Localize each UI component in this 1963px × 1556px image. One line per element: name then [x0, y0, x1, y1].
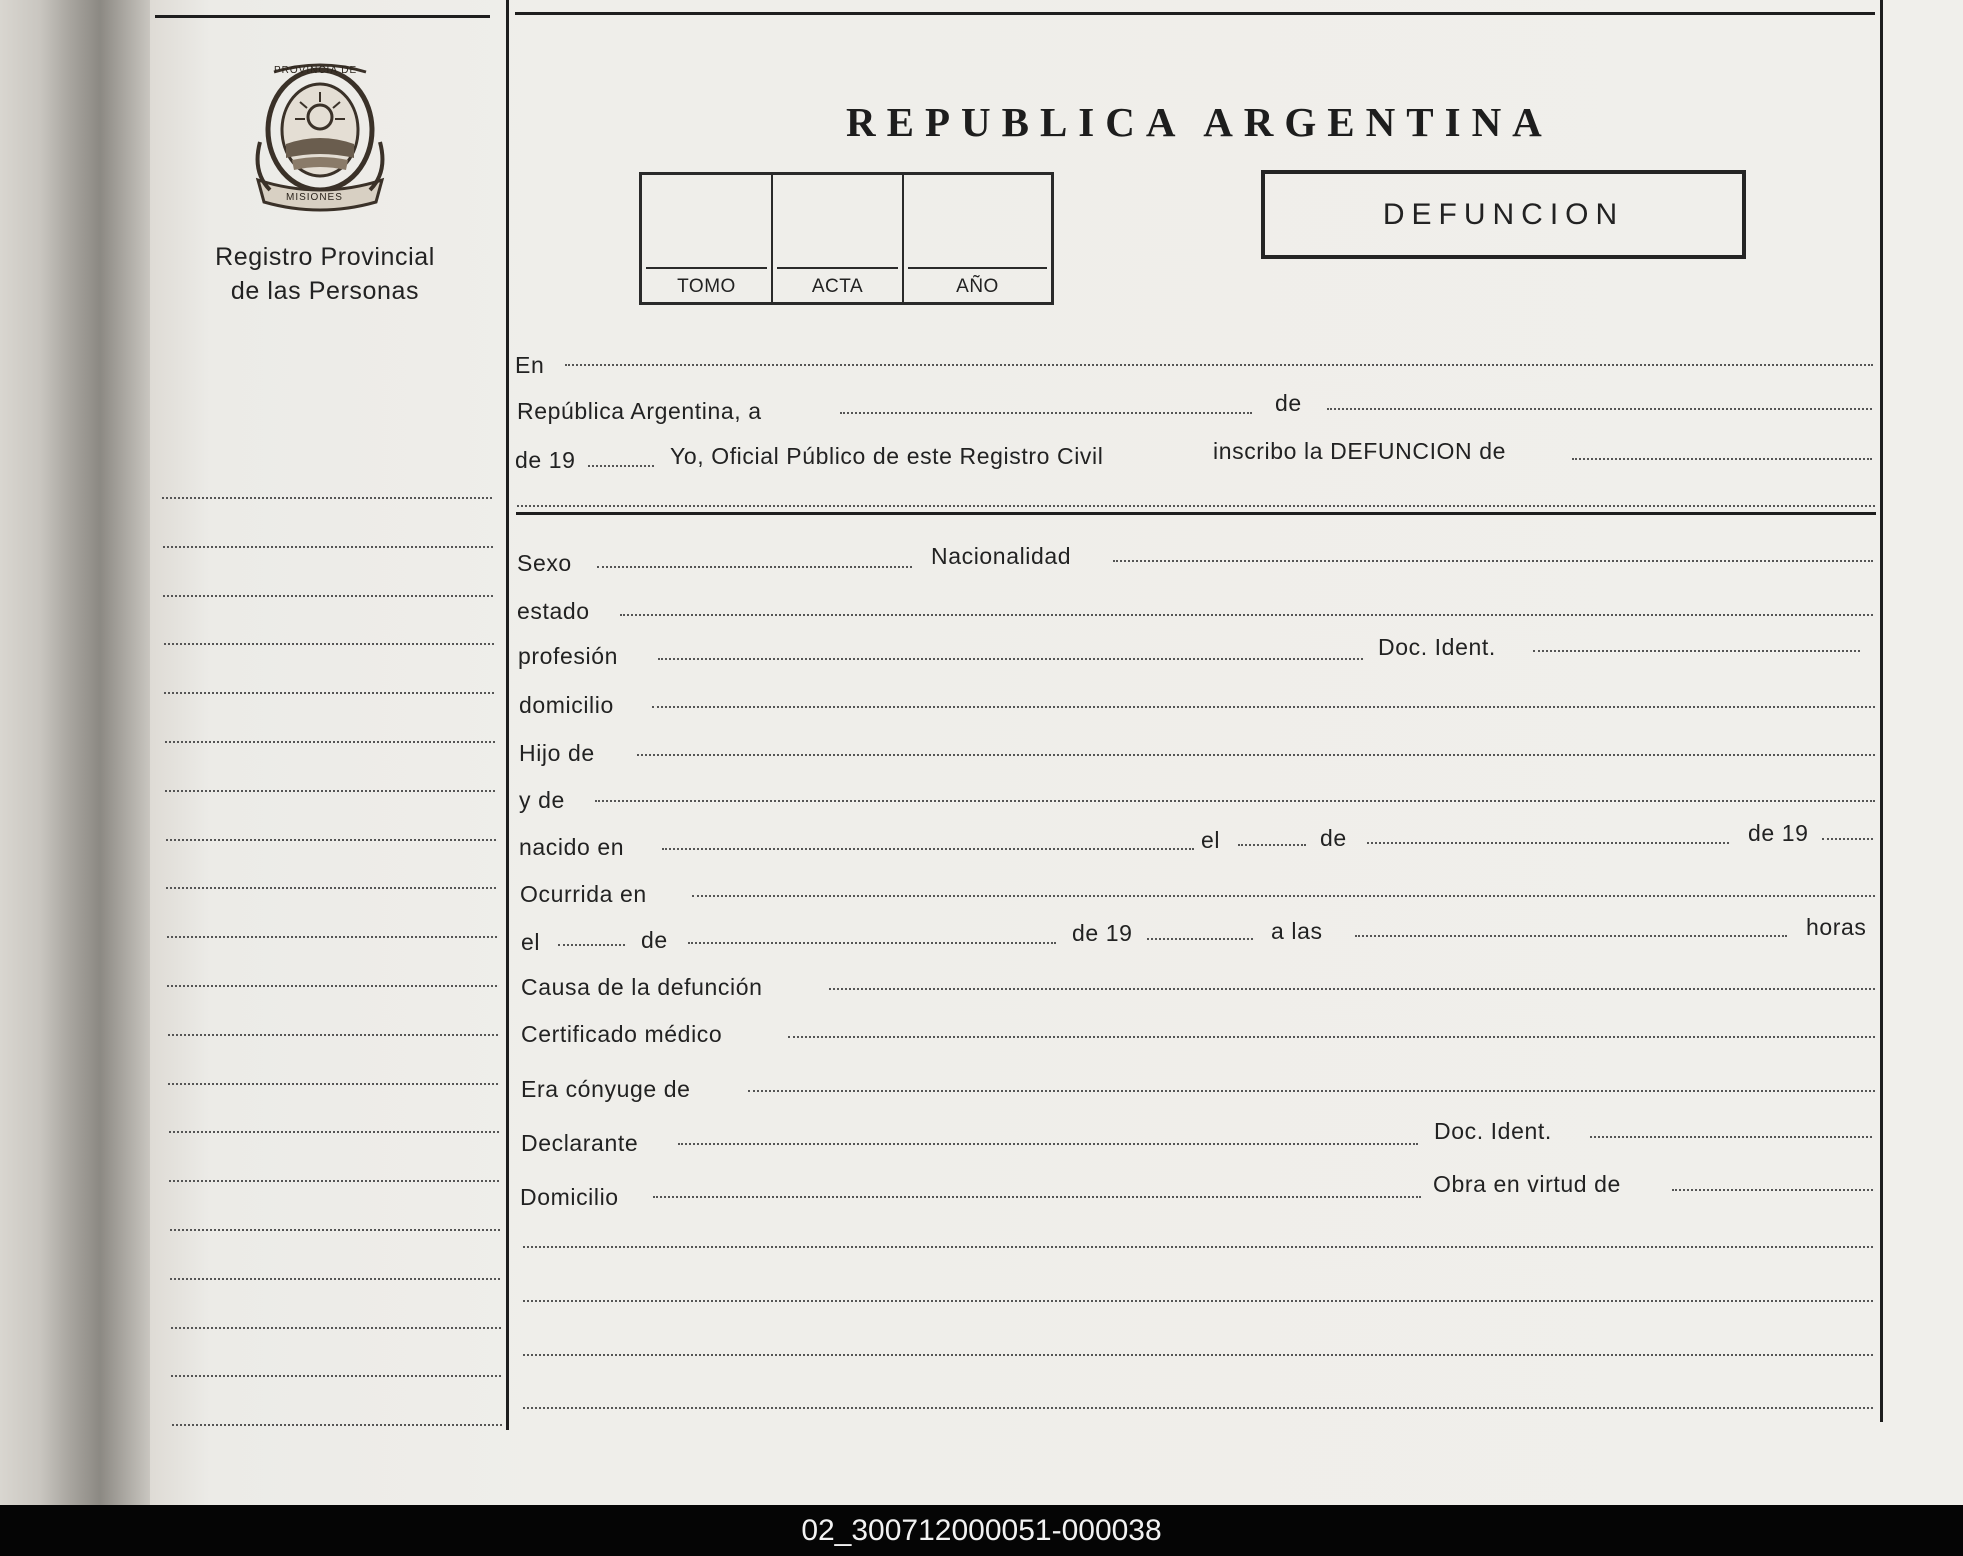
field-conyuge[interactable] [748, 1090, 1875, 1092]
label-de-mes: de [1275, 390, 1302, 416]
label-ocurrida-en: Ocurrida en [520, 881, 647, 907]
top-rule-left [155, 15, 490, 18]
label-de-defuncion: de [641, 927, 668, 953]
tomo-label: TOMO [677, 276, 736, 297]
acta-label: ACTA [811, 276, 864, 297]
margin-blank-line[interactable] [165, 790, 495, 792]
label-estado: estado [517, 598, 590, 624]
field-padre[interactable] [637, 754, 1875, 756]
field-lugar-nacimiento[interactable] [662, 848, 1194, 850]
field-lugar-defuncion[interactable] [692, 895, 1875, 897]
seal-text-bottom: MISIONES [286, 192, 343, 203]
label-domicilio-1: domicilio [519, 692, 614, 718]
field-madre[interactable] [595, 800, 1875, 802]
label-causa: Causa de la defunción [521, 974, 763, 1000]
field-mes-nacimiento[interactable] [1367, 842, 1729, 844]
margin-blank-line[interactable] [171, 1327, 501, 1329]
field-doc-ident-2[interactable] [1590, 1136, 1872, 1138]
field-causa[interactable] [829, 988, 1875, 990]
field-mes[interactable] [1327, 408, 1872, 410]
label-profesion: profesión [518, 643, 619, 669]
field-dia[interactable] [840, 412, 1252, 414]
label-republica: República Argentina, a [517, 398, 762, 424]
tomo-cell [642, 175, 773, 302]
field-sexo[interactable] [597, 566, 912, 568]
margin-blank-line[interactable] [169, 1180, 499, 1182]
margin-blank-line[interactable] [163, 546, 493, 548]
label-horas: horas [1806, 914, 1867, 940]
anio-label: AÑO [956, 276, 999, 297]
margin-blank-line[interactable] [170, 1278, 500, 1280]
margin-blank-line[interactable] [169, 1131, 499, 1133]
record-type-label: DEFUNCION [1382, 198, 1625, 231]
field-doc-ident-1[interactable] [1533, 650, 1860, 652]
registry-line-1: Registro Provincial [215, 243, 435, 271]
field-fallecido[interactable] [1572, 458, 1872, 460]
label-domicilio-2: Domicilio [520, 1184, 619, 1210]
field-certificado[interactable] [788, 1036, 1875, 1038]
label-obra: Obra en virtud de [1433, 1171, 1621, 1197]
margin-blank-line[interactable] [163, 595, 493, 597]
label-en: En [515, 352, 545, 378]
label-inscribo: inscribo la DEFUNCION de [1213, 438, 1507, 464]
field-fallecido-cont[interactable] [517, 505, 1875, 507]
label-certificado: Certificado médico [521, 1021, 723, 1047]
margin-blank-line[interactable] [168, 1034, 498, 1036]
label-el-defuncion: el [521, 929, 541, 955]
section-rule [516, 512, 1876, 515]
field-domicilio-2[interactable] [653, 1196, 1421, 1198]
seal-text-top: PROVINCIA DE [274, 65, 358, 76]
label-a-las: a las [1271, 918, 1323, 944]
margin-blank-line[interactable] [166, 839, 496, 841]
blank-line[interactable] [523, 1354, 1873, 1356]
label-nacionalidad: Nacionalidad [931, 543, 1072, 569]
label-conyuge: Era cónyuge de [521, 1076, 691, 1102]
field-anio-inscripcion[interactable] [588, 465, 654, 467]
label-hijo-de: Hijo de [519, 740, 595, 766]
image-id-caption: 02_300712000051-000038 [801, 1514, 1162, 1547]
label-doc-ident-2: Doc. Ident. [1434, 1118, 1552, 1144]
blank-line[interactable] [523, 1246, 1873, 1248]
field-nacionalidad[interactable] [1113, 560, 1873, 562]
label-de19-nacimiento: de 19 [1748, 820, 1809, 846]
margin-blank-line[interactable] [167, 985, 497, 987]
field-anio-nacimiento[interactable] [1822, 838, 1873, 840]
record-number-table [639, 172, 1054, 305]
registry-name [180, 240, 470, 308]
label-yo-oficial: Yo, Oficial Público de este Registro Civil [670, 443, 1104, 469]
label-declarante: Declarante [521, 1130, 639, 1156]
field-declarante[interactable] [678, 1143, 1418, 1145]
top-rule-right [515, 12, 1875, 15]
field-estado[interactable] [620, 614, 1873, 616]
blank-line[interactable] [523, 1407, 1873, 1409]
field-dia-nacimiento[interactable] [1238, 844, 1306, 846]
margin-blank-line[interactable] [165, 741, 495, 743]
field-hora[interactable] [1355, 935, 1787, 937]
book-gutter [0, 0, 175, 1505]
label-doc-ident-1: Doc. Ident. [1378, 634, 1496, 660]
field-en[interactable] [565, 364, 1873, 366]
field-domicilio-1[interactable] [652, 706, 1875, 708]
acta-cell [773, 175, 904, 302]
anio-cell [904, 175, 1051, 302]
margin-blank-line[interactable] [162, 497, 492, 499]
margin-blank-line[interactable] [171, 1375, 501, 1377]
margin-blank-line[interactable] [170, 1229, 500, 1231]
field-obra[interactable] [1672, 1189, 1873, 1191]
field-profesion[interactable] [658, 658, 1363, 660]
label-nacido-en: nacido en [519, 834, 625, 860]
label-sexo: Sexo [517, 550, 572, 576]
vertical-rule-left [506, 0, 509, 1430]
margin-blank-line[interactable] [166, 887, 496, 889]
label-de19-defuncion: de 19 [1072, 920, 1133, 946]
registry-line-2: de las Personas [230, 277, 420, 305]
blank-line[interactable] [523, 1300, 1873, 1302]
vertical-rule-right [1880, 0, 1883, 1422]
label-de19-inscripcion: de 19 [515, 447, 576, 473]
margin-blank-line[interactable] [167, 936, 497, 938]
margin-blank-line[interactable] [164, 643, 494, 645]
label-y-de: y de [519, 787, 565, 813]
field-dia-defuncion[interactable] [558, 944, 625, 946]
field-mes-defuncion[interactable] [688, 942, 1056, 944]
margin-blank-line[interactable] [164, 692, 494, 694]
page-title: REPUBLICA ARGENTINA [846, 99, 1553, 145]
record-type-box [1261, 170, 1746, 259]
margin-blank-line[interactable] [168, 1083, 498, 1085]
field-anio-defuncion[interactable] [1147, 938, 1253, 940]
margin-blank-line[interactable] [172, 1424, 502, 1426]
label-el-nacimiento: el [1201, 827, 1221, 853]
label-de-nacimiento: de [1320, 825, 1347, 851]
